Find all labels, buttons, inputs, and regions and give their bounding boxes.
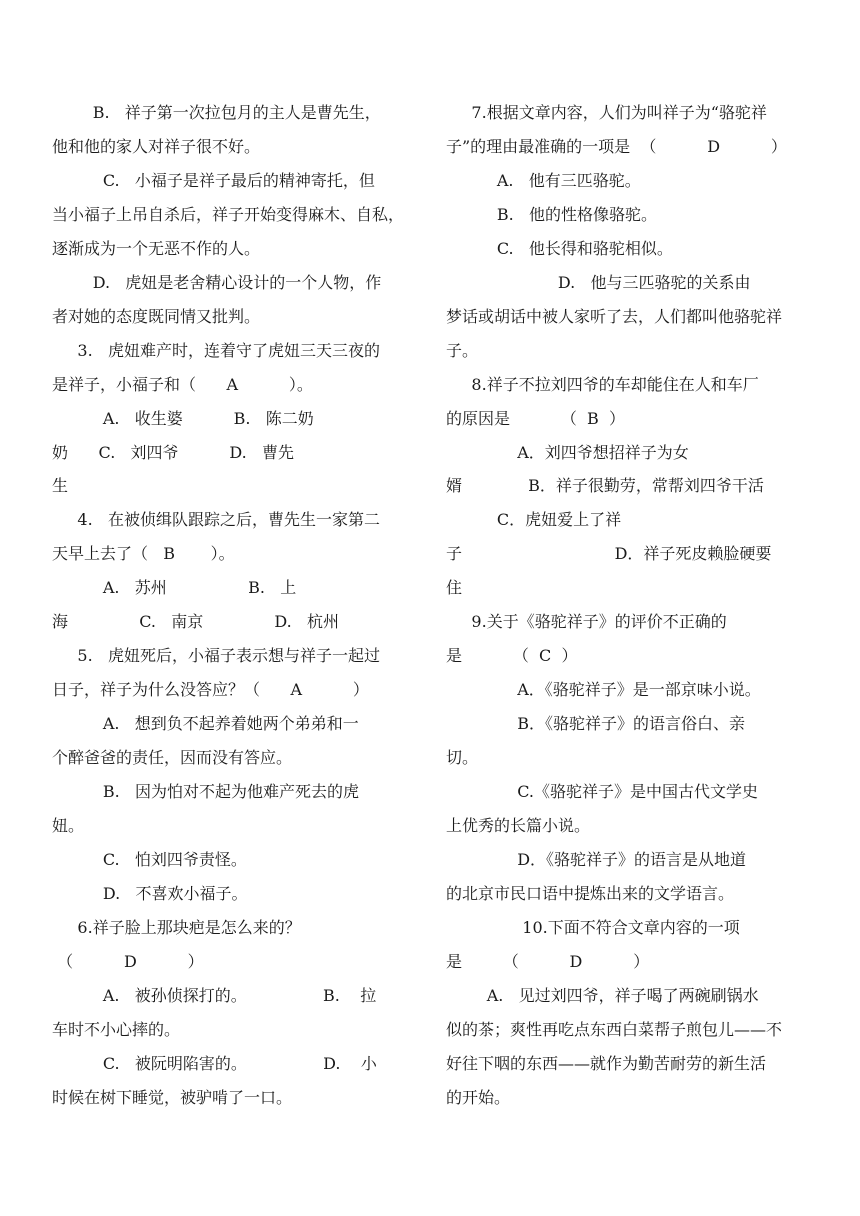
- left-column-line: D. 不喜欢小福子。: [52, 883, 248, 903]
- right-column-line: 子”的理由最准确的一项是 （ D ）: [446, 136, 787, 156]
- left-column-line: 者对她的态度既同情又批判。: [52, 306, 261, 326]
- right-column-line: D．《骆驼祥子》的语言是从地道: [446, 849, 747, 869]
- left-column-line: 4. 在被侦缉队跟踪之后，曹先生一家第二: [52, 510, 380, 530]
- left-column-line: 6.祥子脸上那块疤是怎么来的？: [52, 917, 301, 937]
- right-column: [446, 0, 816, 1216]
- left-column-line: 奶 C. 刘四爷 D. 曹先: [52, 442, 294, 462]
- right-column-line: 是 （ C ）: [446, 646, 578, 666]
- left-column-line: C. 小福子是祥子最后的精神寄托，但: [52, 170, 375, 190]
- left-column-line: 车时不小心摔的。: [52, 1019, 181, 1039]
- left-column-line: C. 被阮明陷害的。 D. 小: [52, 1053, 377, 1073]
- right-column-line: 是 （ D ）: [446, 951, 650, 971]
- left-column-line: A. 被孙侦探打的。 B. 拉: [52, 985, 377, 1005]
- left-column-line: 5. 虎妞死后，小福子表示想与祥子一起过: [52, 646, 380, 666]
- left-column-line: 生: [52, 476, 69, 496]
- left-column-line: 天早上去了（ B ）。: [52, 544, 235, 564]
- right-column-line: 住: [446, 578, 463, 598]
- left-column-line: 海 C. 南京 D. 杭州: [52, 612, 340, 632]
- left-column-line: 个醉爸爸的责任，因而没有答应。: [52, 748, 293, 768]
- right-column-line: 7.根据文章内容，人们为叫祥子为“骆驼祥: [446, 103, 767, 122]
- left-column-line: 当小福子上吊自杀后，祥子开始变得麻木、自私，: [52, 204, 405, 224]
- left-column-line: 3. 虎妞难产时，连着守了虎妞三天三夜的: [52, 340, 380, 360]
- right-column-line: A．《骆驼祥子》是一部京味小说。: [446, 680, 761, 700]
- right-column-line: 8.祥子不拉刘四爷的车却能住在人和车厂: [446, 374, 759, 394]
- left-column-line: 时候在树下睡觉，被驴啃了一口。: [52, 1087, 293, 1107]
- left-column-line: A. 苏州 B. 上: [52, 578, 297, 598]
- left-column-line: D. 虎妞是老舍精心设计的一个人物，作: [52, 272, 382, 292]
- right-column-line: B．《骆驼祥子》的语言俗白、亲: [446, 714, 745, 734]
- left-column-line: B. 因为怕对不起为他难产死去的虎: [52, 782, 359, 801]
- right-column-line: 10.下面不符合文章内容的一项: [446, 917, 740, 937]
- right-column-line: A．刘四爷想招祥子为女: [446, 442, 689, 462]
- right-column-line: A. 见过刘四爷，祥子喝了两碗刷锅水: [446, 985, 759, 1005]
- left-column-line: 妞。: [52, 815, 85, 835]
- right-column-line: 梦话或胡话中被人家听了去，人们都叫他骆驼祥: [446, 306, 783, 326]
- right-column-line: 似的茶；爽性再吃点东西白菜帮子煎包儿——不: [446, 1019, 783, 1039]
- left-column-line: 是祥子，小福子和（ A ）。: [52, 374, 313, 394]
- right-column-line: 子。: [446, 340, 479, 360]
- left-column-line: 日子，祥子为什么没答应？（ A ）: [52, 680, 369, 700]
- right-column-line: 上优秀的长篇小说。: [446, 815, 591, 835]
- right-column-line: 9.关于《骆驼祥子》的评价不正确的: [446, 612, 727, 632]
- left-column-line: （ D ）: [52, 951, 204, 971]
- right-column-line: C．虎妞爱上了祥: [446, 510, 622, 530]
- left-column: [52, 0, 422, 1216]
- right-column-line: C. 他长得和骆驼相似。: [446, 238, 673, 258]
- left-column-line: A. 想到负不起养着她两个弟弟和一: [52, 714, 359, 734]
- right-column-line: D. 他与三匹骆驼的关系由: [446, 272, 751, 292]
- left-column-line: 逐渐成为一个无恶不作的人。: [52, 238, 261, 258]
- right-column-line: 的原因是 （ B ）: [446, 408, 625, 428]
- right-column-line: A. 他有三匹骆驼。: [446, 170, 641, 190]
- right-column-line: 切。: [446, 748, 479, 768]
- left-column-line: C. 怕刘四爷责怪。: [52, 849, 247, 869]
- right-column-line: B. 他的性格像骆驼。: [446, 204, 657, 224]
- right-column-line: 好往下咽的东西——就作为勤苦耐劳的新生活: [446, 1053, 767, 1073]
- right-column-line: 婿 B．祥子很勤劳，常帮刘四爷干活: [446, 476, 764, 496]
- left-column-line: A. 收生婆 B. 陈二奶: [52, 408, 314, 428]
- right-column-line: C.《骆驼祥子》是中国古代文学史: [446, 782, 758, 801]
- right-column-line: 子 D．祥子死皮赖脸硬要: [446, 544, 772, 564]
- right-column-line: 的开始。: [446, 1087, 511, 1107]
- right-column-line: 的北京市民口语中提炼出来的文学语言。: [446, 883, 735, 903]
- left-column-line: 他和他的家人对祥子很不好。: [52, 136, 261, 156]
- left-column-line: B. 祥子第一次拉包月的主人是曹先生，: [52, 103, 381, 122]
